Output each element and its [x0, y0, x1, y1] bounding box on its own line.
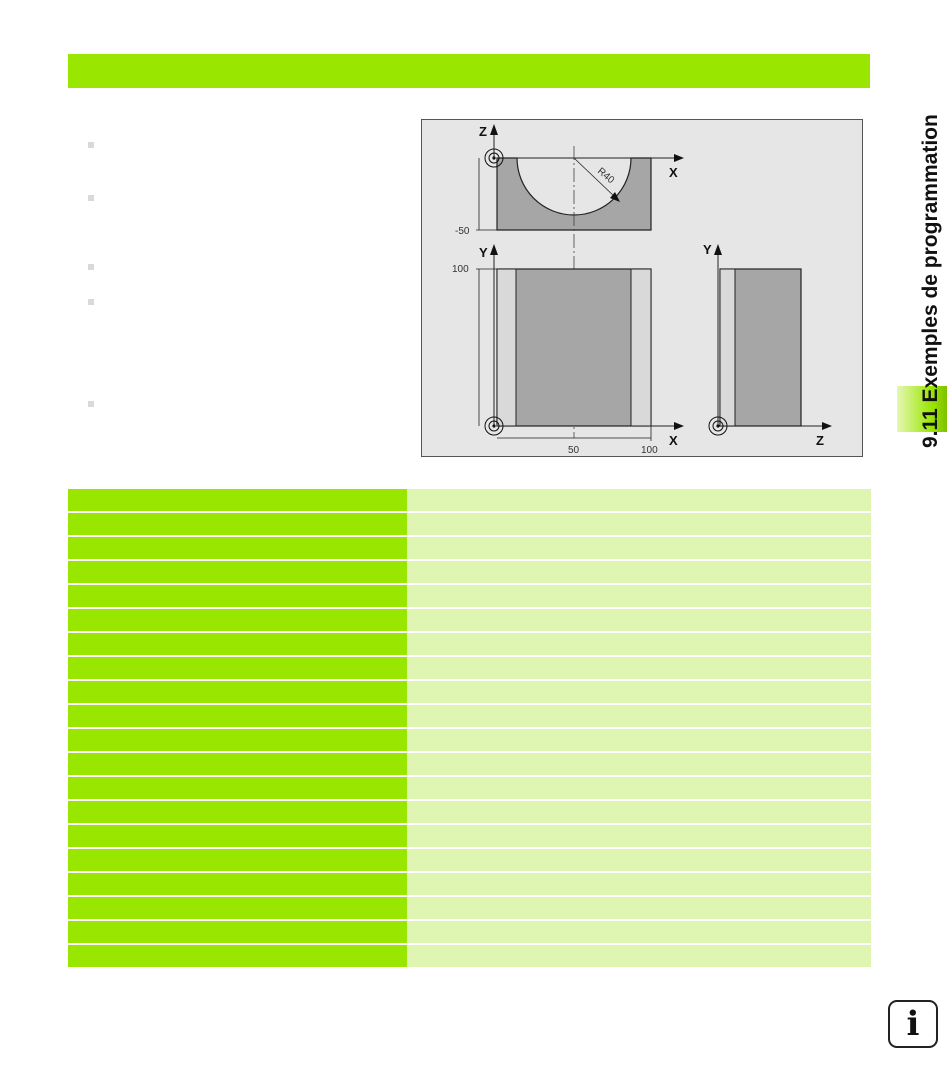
info-icon[interactable]: i: [888, 1000, 938, 1048]
x-axis-arrow-icon: [674, 154, 684, 162]
table-row: [68, 705, 871, 727]
table-cell-block: [68, 489, 407, 511]
origin-marker-dot: [492, 156, 495, 159]
table-cell-description: [407, 897, 871, 919]
table-cell-block: [68, 681, 407, 703]
table-cell-block: [68, 585, 407, 607]
bullet-marker: [88, 264, 94, 270]
y-axis-arrow-icon: [490, 244, 498, 255]
y-axis-arrow-icon: [714, 244, 722, 255]
full-width-label: 100: [641, 445, 658, 456]
axis-label-x: X: [669, 433, 678, 448]
axis-label-z: Z: [816, 433, 824, 448]
table-row: [68, 561, 871, 583]
table-cell-block: [68, 729, 407, 751]
top-view: [455, 124, 684, 237]
mid-width-label: 50: [568, 445, 580, 456]
right-wall: [631, 269, 651, 426]
origin-marker-dot: [716, 424, 719, 427]
table-row: [68, 777, 871, 799]
bullet-marker: [88, 401, 94, 407]
table-row: [68, 729, 871, 751]
table-cell-block: [68, 561, 407, 583]
axis-label-y: Y: [703, 242, 712, 257]
table-cell-description: [407, 657, 871, 679]
table-row: [68, 681, 871, 703]
table-cell-description: [407, 801, 871, 823]
table-cell-block: [68, 825, 407, 847]
table-cell-block: [68, 513, 407, 535]
table-row: [68, 945, 871, 967]
table-cell-description: [407, 681, 871, 703]
table-row: [68, 609, 871, 631]
x-axis-arrow-icon: [674, 422, 684, 430]
table-cell-description: [407, 921, 871, 943]
table-cell-block: [68, 753, 407, 775]
z-axis-arrow-icon: [822, 422, 832, 430]
axis-label-y: Y: [479, 245, 488, 260]
table-cell-description: [407, 537, 871, 559]
axis-label-z: Z: [479, 124, 487, 139]
table-row: [68, 537, 871, 559]
program-table: [68, 489, 871, 969]
table-row: [68, 489, 871, 511]
table-row: [68, 825, 871, 847]
height-label: 100: [452, 264, 469, 275]
table-row: [68, 801, 871, 823]
z-axis-arrow-icon: [490, 124, 498, 135]
table-cell-description: [407, 585, 871, 607]
technical-drawing-svg: [422, 120, 864, 458]
chapter-number: 9.11: [919, 408, 942, 448]
table-cell-block: [68, 897, 407, 919]
table-cell-description: [407, 489, 871, 511]
table-row: [68, 633, 871, 655]
table-row: [68, 585, 871, 607]
table-row: [68, 873, 871, 895]
table-cell-block: [68, 657, 407, 679]
left-wall: [497, 269, 516, 426]
depth-label: -50: [455, 226, 470, 237]
axis-label-x: X: [669, 165, 678, 180]
table-cell-description: [407, 849, 871, 871]
table-cell-block: [68, 801, 407, 823]
radius-label: R40: [595, 165, 617, 187]
table-cell-description: [407, 513, 871, 535]
table-row: [68, 897, 871, 919]
table-cell-block: [68, 873, 407, 895]
table-cell-block: [68, 777, 407, 799]
table-row: [68, 513, 871, 535]
table-cell-description: [407, 825, 871, 847]
table-cell-block: [68, 921, 407, 943]
table-cell-description: [407, 705, 871, 727]
table-cell-block: [68, 705, 407, 727]
bullet-marker: [88, 195, 94, 201]
table-cell-block: [68, 609, 407, 631]
table-cell-block: [68, 537, 407, 559]
table-row: [68, 921, 871, 943]
table-cell-description: [407, 609, 871, 631]
table-cell-description: [407, 633, 871, 655]
table-row: [68, 753, 871, 775]
table-cell-block: [68, 849, 407, 871]
front-view: [452, 244, 684, 456]
table-cell-block: [68, 945, 407, 967]
bullet-marker: [88, 299, 94, 305]
origin-marker-dot: [492, 424, 495, 427]
side-wall: [720, 269, 735, 426]
table-cell-description: [407, 729, 871, 751]
table-cell-description: [407, 777, 871, 799]
side-view: [703, 242, 832, 448]
chapter-name: Exemples de programmation: [919, 114, 942, 403]
workpiece-front: [497, 269, 651, 426]
table-cell-block: [68, 633, 407, 655]
table-cell-description: [407, 945, 871, 967]
section-header-bar: [68, 54, 870, 88]
bullet-marker: [88, 142, 94, 148]
table-cell-description: [407, 753, 871, 775]
table-row: [68, 849, 871, 871]
table-cell-description: [407, 561, 871, 583]
technical-drawing: [421, 119, 863, 457]
table-cell-description: [407, 873, 871, 895]
table-row: [68, 657, 871, 679]
